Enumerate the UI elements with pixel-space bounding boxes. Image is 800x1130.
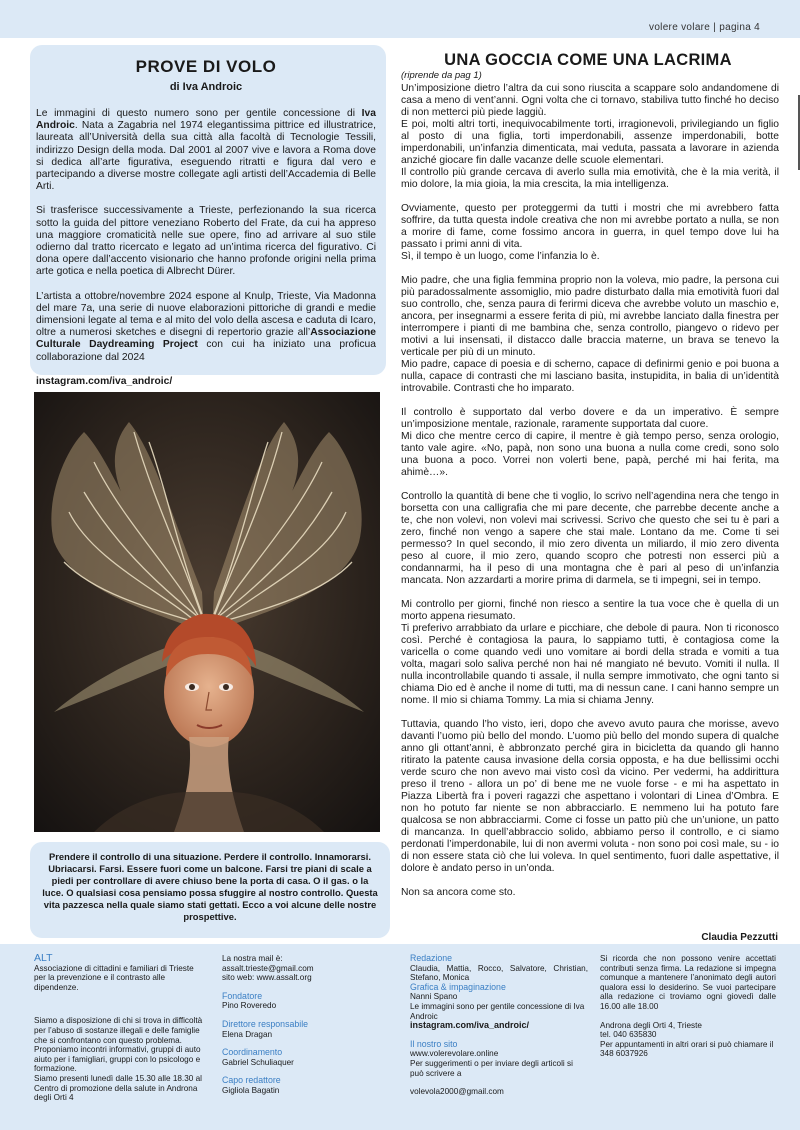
site-label: Il nostro sito bbox=[410, 1038, 458, 1049]
article-paragraph: Il controllo è supportato dal verbo dovere e da un imperativo. È sempre un’imposizione mentale, razionale, raramente supportata dal cuore. Mi dico che mentre cerco di capire, il mentre è già tempo perso, senza orologio, tanto vale agire. «No, papà, non sono una buona a nulla come credi, sono solo una buona a poco. Vorrei non volerti bene, papà, perché mi hai ferita, ma ahimè…». bbox=[401, 407, 779, 478]
alt-info: Siamo a disposizione di chi si trova in difficoltà per l’abuso di sostanze illegali e delle famiglie che si confrontano con questo problema. Proponiamo incontri informativi, gruppi di auto aiuto per i famigliari, gruppi con lo psicologo e formazione. Siamo presenti lunedì dalle 15.30 alle 18.30 al Centro di promozione della salute in Androna degli Orti 4 bbox=[34, 1016, 203, 1103]
site-url[interactable]: www.volerevolare.online bbox=[410, 1049, 499, 1059]
footer-note-column bbox=[600, 954, 776, 1059]
coordinamento-name: Gabriel Schuliaquer bbox=[222, 1057, 294, 1067]
footer bbox=[0, 944, 800, 1130]
article-paragraph: Non sa ancora come sto. bbox=[401, 887, 516, 898]
association-name: Associazione Culturale Daydreaming Project bbox=[36, 327, 376, 351]
article-paragraph: Controllo la quantità di bene che ti voglio, lo scrivo nell’agendina nera che tengo in borsetta con una calligrafia che mi pare decente, che parrebbe decente anche a te, che non volevi, non volevi mai scrivessi. Scrivo che questo che sei tu è pari a zero, finché non vengo a sapere che stai male. Lontano da me. Come ti sei permesso? In quel secondo, il mio zero diventa un miliardo, il mio zero diventa peso al cuore, il mio zero, quando scopro che potresti non esserci più a condannarmi, ha il peso di una montagna che è pari al peso di un’infanzia mancata. Non azzardarti a morire prima di darmela, se ti impegni, sei in tempo. bbox=[401, 491, 779, 586]
artwork-image bbox=[34, 392, 380, 832]
redazione-names: Claudia, Mattia, Rocco, Salvatore, Christian, Stefano, Monica bbox=[410, 963, 588, 983]
article-paragraph: Ovviamente, questo per proteggermi da tutti i mostri che mi avrebbero fatta soffrire, da tutta questa indole creativa che non mi avrebbe portato a nulla, se non a morire di fame, come fossimo ancora in guerra, in quel tempo dove lui ha passato i primi anni di vita. Sì, il tempo è un luogo, come l’infanzia lo è. bbox=[401, 203, 779, 262]
footer-redazione-column bbox=[410, 954, 588, 1097]
images-credit: Le immagini sono per gentile concessione di Iva Androic bbox=[410, 1001, 585, 1021]
fondatore-label: Fondatore bbox=[222, 990, 263, 1001]
footer-contacts-column bbox=[222, 954, 392, 1096]
footer-instagram-link[interactable]: instagram.com/iva_androic/ bbox=[410, 1020, 530, 1031]
alt-title: ALT bbox=[34, 952, 53, 964]
instagram-link[interactable]: instagram.com/iva_androic/ bbox=[36, 375, 173, 387]
alt-description: Associazione di cittadini e familiari di Trieste per la prevenzione e il contrasto alle dipendenze. bbox=[34, 963, 194, 992]
assalt-site[interactable]: sito web: www.assalt.org bbox=[222, 973, 312, 983]
article-paragraph: Un’imposizione dietro l’altra da cui sono riuscita a scappare solo andandomene di casa a meno di vent’anni. Ogni volta che ci tornavo, stabiliva tutto finché ho deciso di non metterci più piede laggiù. E poi, molti altri torti, inequivocabilmente torti, irragionevoli, privilegiando un figlio al posto di una figlia, torti imperdonabili, assenze imperdonabili, botte imperdonabili, un’infanzia dimenticata, mai veduta, passata a lavorare in azienda anziché giocare fin dalle vacanze delle scuole elementari. Il controllo più grande cercava di averlo sulla mia emotività, che è la mia verità, il mio dolore, la mia gioia, la mia crescita, la mia intelligenza. bbox=[401, 83, 779, 190]
intro-paragraph bbox=[36, 108, 376, 193]
capo-redattore-name: Gigliola Bagatin bbox=[222, 1085, 280, 1095]
contribution-note: Si ricorda che non possono venire accettati contributi senza firma. La redazione si impegna comunque a mantenere l’anonimato degli autori qualora essi lo desiderino. Se vuoi partecipare alla redazione ci troviamo ogni giovedì dalle 16.00 alle 18.00 bbox=[600, 954, 776, 1011]
mail-label: La nostra mail è: bbox=[222, 954, 283, 963]
intro-text: con cui ha iniziato una proficua collaborazione dal 2024 bbox=[36, 339, 376, 363]
redazione-email[interactable]: volevola2000@gmail.com bbox=[410, 1087, 504, 1097]
article-body bbox=[401, 83, 779, 911]
telephone: tel. 040 635830 bbox=[600, 1030, 657, 1040]
mail-address[interactable]: assalt.trieste@gmail.com bbox=[222, 963, 314, 973]
grafica-name: Nanni Spano bbox=[410, 992, 458, 1002]
article-signature: Claudia Pezzutti bbox=[701, 932, 778, 943]
caption-box: Prendere il controllo di una situazione. Perdere il controllo. Innamorarsi. Ubriacarsi. Farsi. Essere fuori come un balcone. Farsi tre piani di scale a piedi per controllare di avere chiuso bene la porta di casa. O il gas. o la luce. O qualsiasi cosa pensiamo possa sfuggire al nostro controllo. Questa vita pazzesca nella quale siamo stati gettati. Ecco a voi alcune delle nostre prospettive. bbox=[30, 842, 390, 938]
intro-author: di Iva Androic bbox=[169, 81, 243, 93]
direttore-label: Direttore responsabile bbox=[222, 1018, 309, 1029]
intro-title: PROVE DI VOLO bbox=[135, 57, 277, 76]
coordinamento-label: Coordinamento bbox=[222, 1047, 283, 1058]
article-paragraph: Tuttavia, quando l’ho visto, ieri, dopo che avevo avuto paura che morisse, avevo davanti l’uomo più bello del mondo. L’uomo più bello del mondo supera di qualche anno gli ottant’anni, è abbronzato perché gira in bicicletta da quando gli hanno ritirato la patente causa invasione della corsia opposta, e ha due bellissimi occhi verde scuro che non avevo mai visto così da vicino. Per vedermi, ha addirittura preso il treno - allora un po’ di bene me ne vuole forse - e mi ha aspettato in Piazza Libertà fra i poveri ragazzi che aspettano i volontari di Linea d’Ombra. E non ho potuto far niente se non abbracciarlo. E nemmeno lui ha potuto fare qualcosa se non abbracciarmi. Come ci fosse un patto più che un’unione, un patto di mancanza. In quell’abbraccio solido, abbiamo perso il controllo, e ci siamo perdonati l’imperdonabile, lui di non avermi voluta - non sono poi così male, su - io di non essere stata ciò che lui voleva. In quel sentimento, fuori dalle aspettative, il dolore è andato perso in un’onda. bbox=[401, 719, 779, 874]
intro-text: . Nata a Zagabria nel 1974 elegantissima pittrice ed illustratrice, laureata all’Università della sua città alla facoltà di Tecnologie Tessili, indirizzo Design della moda. Dal 2001 al 2007 vive e lavora a Roma dove si dedica all’arte figurativa, eseguendo ritratti e figura dal vero e partecipando a diverse mostre collegate agli artisti dell’Accademia di Belle Arti. bbox=[36, 120, 376, 193]
header-band bbox=[0, 0, 800, 38]
intro-body bbox=[36, 108, 376, 388]
direttore-name: Elena Dragan bbox=[222, 1029, 273, 1039]
article-paragraph: Mio padre, che una figlia femmina proprio non la voleva, mio padre, la persona cui più paradossalmente assomiglio, mio padre disturbato dalla mia emotività fuori dal suo controllo, che, senza paura di ferirmi diceva che avrebbe voluto un maschio e, ancora, per insegnarmi a essere ferita di più, mi avrebbe lanciato dalla finestra per interrompere i pianti di me bambina che, senza controllo, piangevo o ridevo per motivi a lui insensati, il distacco dalle braccia materne, un brava se tenevo la verticale per più di un minuto. Mio padre, capace di poesia e di scherno, capace di definirmi genio e poi buona a nulla, capace di contrasti che mi lasciano basita, instupidita, in balia di un’identità introvabile. Contrasti che ho imparato. bbox=[401, 275, 779, 394]
artist-name: Iva Androic bbox=[36, 108, 376, 132]
article-title: UNA GOCCIA COME UNA LACRIMA bbox=[444, 51, 732, 69]
intro-text: L’artista a ottobre/novembre 2024 espone al Knulp, Trieste, Via Madonna del mare 7a, una serie di nuove elaborazioni pittoriche di grandi e medie dimensioni legate al tema e al mito del volo della ascesa e caduta di Icaro, oltre a numerosi sketches e disegni di repertorio grazie all’ bbox=[36, 290, 376, 339]
fondatore-name: Pino Roveredo bbox=[222, 1001, 277, 1011]
address: Androna degli Orti 4, Trieste bbox=[600, 1020, 702, 1030]
intro-text: Le immagini di questo numero sono per gentile concessione di bbox=[36, 108, 362, 119]
article-paragraph: Mi controllo per giorni, finché non riesco a sentire la tua voce che è quella di un morto appena riesumato. Ti preferivo arrabbiato da urlare e picchiare, che debole di paura. Non ti riconosco così. Perché è contagiosa la paura, lo sappiamo tutti, è contagiosa come la varicella o come quando vedi uno vomitare ai bordi della strada e vomiti a tua volta, magari solo saliva perché non hai né mangiato né bevuto. Vomiti il nulla. Il nulla incontrollabile quando ti assale, il nulla sempre immotivato, che ogni tanto si chiama Dio ed è anche il nome di tutti, ma di nessun cane. I cani hanno sempre un nome. Il mio si chiama Tommy. La mia si chiama Jenny. bbox=[401, 599, 779, 706]
capo-redattore-label: Capo redattore bbox=[222, 1075, 281, 1086]
intro-box bbox=[30, 45, 386, 387]
site-note: Per suggerimenti o per inviare degli articoli si può scrivere a bbox=[410, 1058, 573, 1078]
footer-alt-column bbox=[34, 954, 206, 1103]
appointments-note: Per appuntamenti in altri orari si può chiamare il 348 6037926 bbox=[600, 1039, 774, 1059]
grafica-label: Grafica & impaginazione bbox=[410, 981, 506, 992]
page-label: volere volare | pagina 4 bbox=[649, 22, 760, 33]
redazione-label: Redazione bbox=[410, 953, 453, 963]
article-continued-note: (riprende da pag 1) bbox=[401, 70, 482, 81]
intro-paragraph bbox=[36, 291, 376, 364]
intro-paragraph: Si trasferisce successivamente a Trieste, perfezionando la sua ricerca sotto la guida del pittore veneziano Roberto del Frate, da cui ha appreso una maggiore cromaticità nelle sue opere, fino ad arrivare al suo stile odierno dal tratto ricercato e legato ad un’intima ricerca del figurativo. Ci dona opere dall’accento visionario che hanno profonde origini nella prima arte gotica e nella poetica di Albrecht Dürer. bbox=[36, 205, 376, 278]
